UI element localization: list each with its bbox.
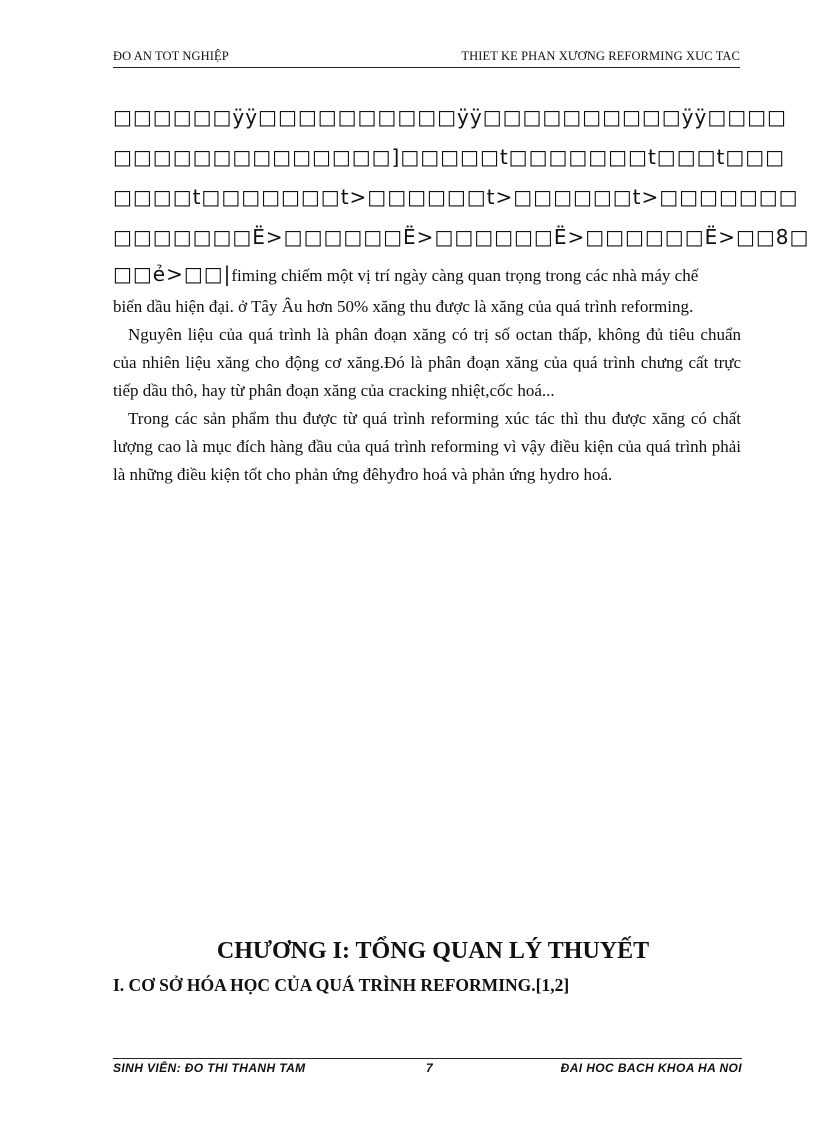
garbled-line-4: □□□□□□□Ë>□□□□□□Ë>□□□□□□Ë>□□□□□□Ë>□□8□ <box>113 225 810 249</box>
paragraph-2: Nguyên liệu của quá trình là phân đoạn xăng có trị số octan thấp, không đủ tiêu chuẩn của nhiên liệu xăng cho động cơ xăng.Đó là phân đoạn xăng của quá trình chưng cất trực tiếp dầu thô, hay từ phân đoạn xăng của cracking nhiệt,cốc hoá... <box>113 325 741 400</box>
footer-university: ĐAI HOC BACH KHOA HA NOI <box>560 1061 742 1075</box>
paragraph-3: Trong các sản phẩm thu được từ quá trình reforming xúc tác thì thu được xăng có chất lượng cao là mục đích hàng đầu của quá trình reforming vì vậy điều kiện của quá trình phải là những điều kiện tốt cho phản ứng đêhyđro hoá và phản ứng hydro hoá. <box>113 409 741 484</box>
header-right-text: THIET KE PHAN XƯƠNG REFORMING XUC TAC <box>461 49 740 63</box>
paragraph-1-continued: biến dầu hiện đại. ở Tây Âu hơn 50% xăng thu được là xăng của quá trình reforming. <box>113 297 694 316</box>
lead-text: fiming chiếm một vị trí ngày càng quan trọng trong các nhà máy chế <box>231 266 699 285</box>
page-header <box>113 49 740 65</box>
lead-line <box>113 262 698 286</box>
header-rule <box>113 67 740 68</box>
chapter-title: CHƯƠNG I: TỔNG QUAN LÝ THUYẾT <box>216 938 650 964</box>
lead-garble: □□ẻ>□□| <box>113 262 232 286</box>
footer-rule <box>113 1058 742 1059</box>
footer-author: SINH VIÊN: ĐO THI THANH TAM <box>113 1061 306 1075</box>
page-footer <box>113 1061 742 1077</box>
page-number: 7 <box>426 1061 434 1075</box>
section-title: I. CƠ SỞ HÓA HỌC CỦA QUÁ TRÌNH REFORMING.[1,2] <box>113 975 570 995</box>
garbled-line-2: □□□□□□□□□□□□□□]□□□□□t□□□□□□□t□□□t□□□ <box>113 145 786 169</box>
body-text <box>113 293 741 489</box>
garbled-line-1: □□□□□□ÿÿ□□□□□□□□□□ÿÿ□□□□□□□□□□ÿÿ□□□□ <box>113 105 787 129</box>
garbled-line-3: □□□□t□□□□□□□t>□□□□□□t>□□□□□□t>□□□□□□□ <box>113 185 799 209</box>
header-left-text: ĐO AN TOT NGHIỆP <box>113 49 229 63</box>
